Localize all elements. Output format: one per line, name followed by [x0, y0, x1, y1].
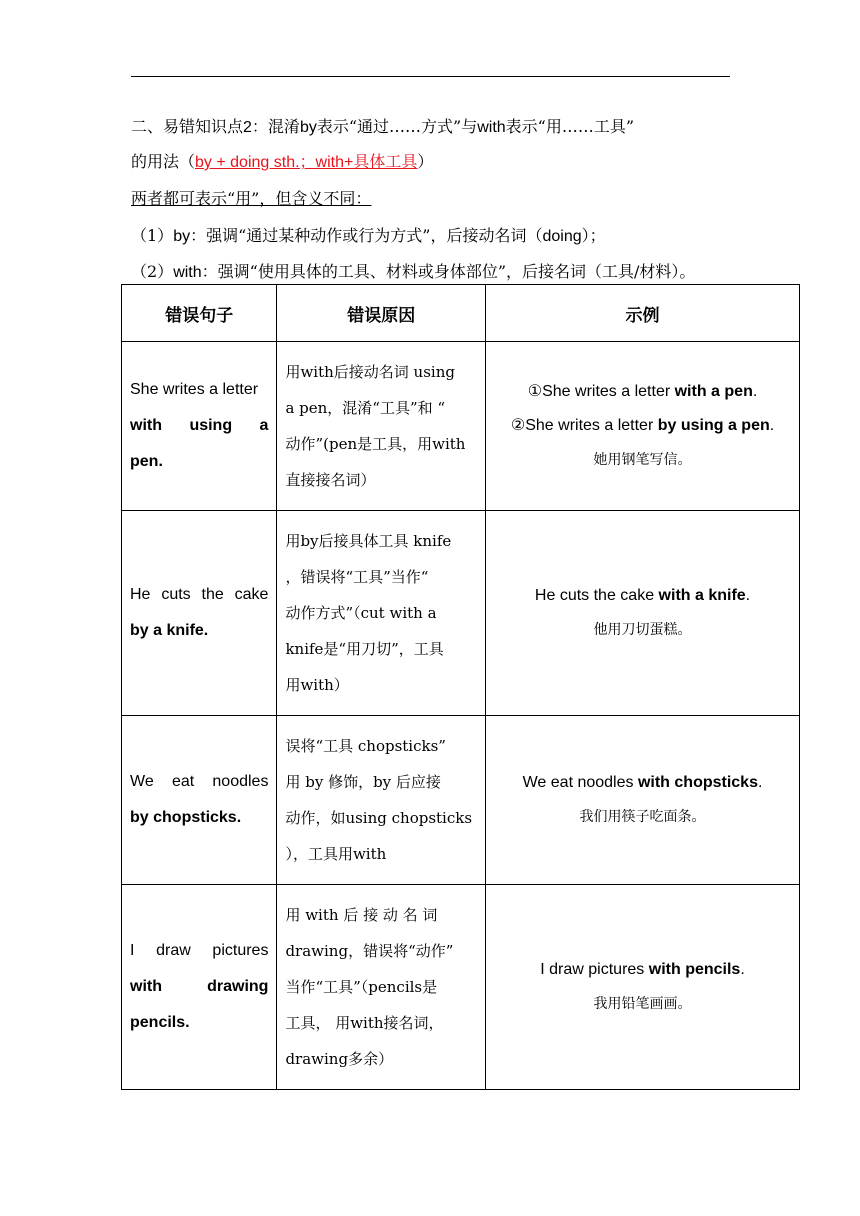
error-reason: 误将“工具 chopsticks” 用 by 修饰，by 后应接 动作，如using chopsticks ），工具用with: [277, 716, 486, 885]
point-by: （1）by：强调“通过某种动作或行为方式”，后接动名词（doing）；: [131, 226, 606, 245]
wrong-sentence: We eat noodles by chopsticks.: [122, 716, 277, 885]
table-row: [122, 885, 800, 1090]
wrong-sentence: He cuts the cake by a knife.: [122, 511, 277, 716]
error-reason: 用 with 后 接 动 名 词 drawing，错误将“动作” 当作“工具”（pencils是 工具， 用with接名词， drawing多余）: [277, 885, 486, 1090]
wrong-sentence: I draw pictures with drawing pencils.: [122, 885, 277, 1090]
header-rule: [131, 76, 730, 77]
error-reason: 用by后接具体工具 knife ，错误将“工具”当作“ 动作方式”（cut with a knife是“用刀切”，工具 用with）: [277, 511, 486, 716]
table-row: [122, 511, 800, 716]
section-heading: 二、易错知识点2：混淆by表示“通过……方式”与with表示“用……工具”: [131, 117, 635, 136]
header-error-reason: 错误原因: [277, 285, 486, 342]
error-table: [121, 284, 800, 1090]
header-wrong-sentence: 错误句子: [122, 285, 277, 342]
example: ①She writes a letter with a pen. ②She writes a letter by using a pen. 她用钢笔写信。: [486, 342, 800, 511]
error-reason: 用with后接动名词 using a pen，混淆“工具”和 “ 动作”(pen是工具，用with 直接接名词）: [277, 342, 486, 511]
wrong-sentence: She writes a letter with using a pen.: [122, 342, 277, 511]
point-with: （2）with：强调“使用具体的工具、材料或身体部位”，后接名词（工具/材料）。: [131, 262, 696, 281]
example: I draw pictures with pencils. 我用铅笔画画。: [486, 885, 800, 1090]
note-line: 两者都可表示“用”，但含义不同：: [131, 189, 372, 208]
table-row: [122, 342, 800, 511]
example: We eat noodles with chopsticks. 我们用筷子吃面条。: [486, 716, 800, 885]
table-header-row: [122, 285, 800, 342]
header-example: 示例: [486, 285, 800, 342]
example: He cuts the cake with a knife. 他用刀切蛋糕。: [486, 511, 800, 716]
table-row: [122, 716, 800, 885]
usage-formula: by + doing sth.；with+具体工具: [195, 154, 418, 171]
usage-line: 的用法（by + doing sth.；with+具体工具）: [131, 152, 434, 171]
